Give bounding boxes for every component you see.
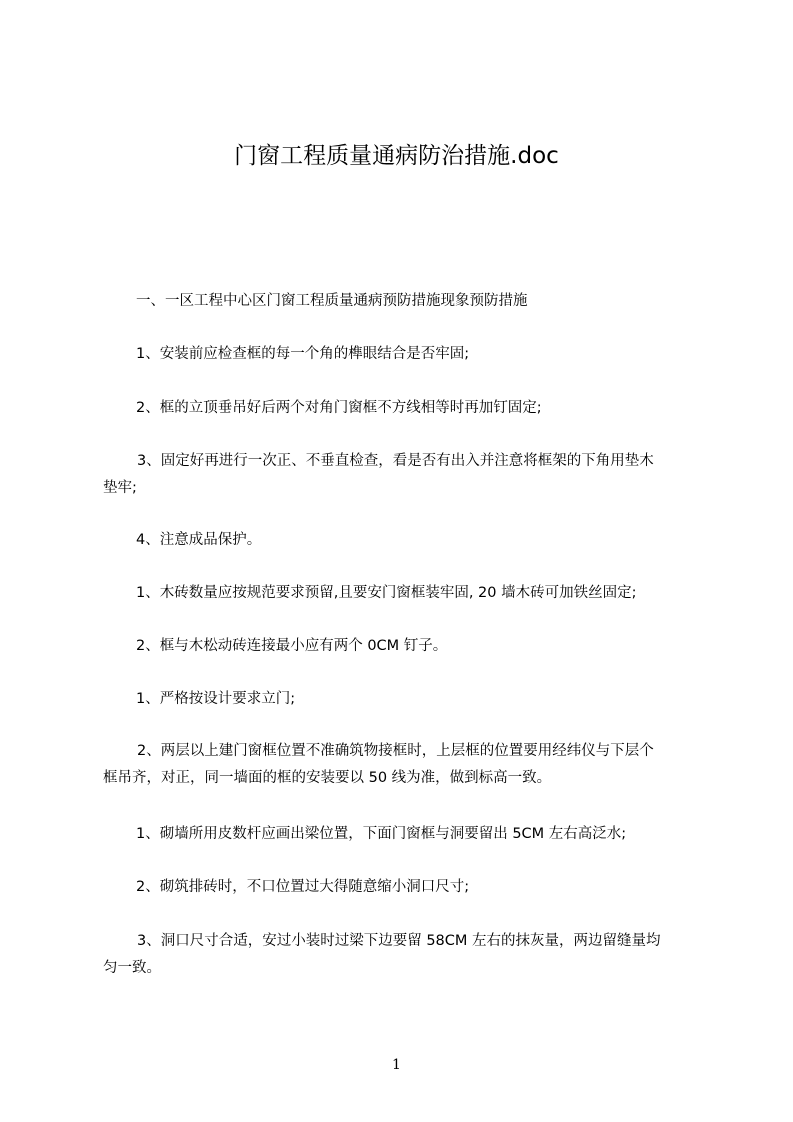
paragraph-line: 2、框与木松动砖连接最小应有两个 0CM 钉子。 [136,638,448,654]
paragraph-line: 2、框的立顶垂吊好后两个对角门窗框不方线相等时再加钉固定; [136,400,542,416]
paragraph-line: 1、严格按设计要求立门; [136,691,296,707]
document-title: 门窗工程质量通病防治措施.doc [234,143,559,169]
paragraph-line: 匀一致。 [103,960,161,976]
paragraph-line: 垫牢; [103,480,137,496]
paragraph [103,448,713,502]
paragraph-line: 4、注意成品保护。 [136,532,262,548]
paragraph [103,928,713,982]
paragraph [136,821,746,848]
paragraph [103,738,713,792]
paragraph [136,686,746,713]
paragraph [136,580,746,607]
paragraph [136,341,746,368]
paragraph [136,395,746,422]
page-number: 1 [392,1057,401,1073]
paragraph-line: 2、砌筑排砖时，不口位置过大得随意缩小洞口尺寸; [136,879,470,895]
paragraph-line: 2、两层以上建门窗框位置不准确筑物接框时，上层框的位置要用经纬仪与下层个 [137,743,654,759]
paragraph [136,874,746,901]
paragraph-line: 1、安装前应检查框的每一个角的榫眼结合是否牢固; [136,346,470,362]
paragraph-line: 3、固定好再进行一次正、不垂直检查，看是否有出入并注意将框架的下角用垫木 [137,453,654,469]
paragraph [136,288,746,315]
paragraph [136,633,746,660]
paragraph-line: 3、洞口尺寸合适，安过小装时过梁下边要留 58CM 左右的抹灰量，两边留缝量均 [137,933,661,949]
paragraph-line: 1、砌墙所用皮数杆应画出梁位置，下面门窗框与洞要留出 5CM 左右高泛水; [136,826,627,842]
paragraph-line: 一、一区工程中心区门窗工程质量通病预防措施现象预防措施 [136,293,528,309]
paragraph [136,527,746,554]
paragraph-line: 框吊齐，对正，同一墙面的框的安装要以 50 线为准，做到标高一致。 [103,770,552,786]
paragraph-line: 1、木砖数量应按规范要求预留,且要安门窗框装牢固, 20 墙木砖可加铁丝固定; [136,585,637,601]
